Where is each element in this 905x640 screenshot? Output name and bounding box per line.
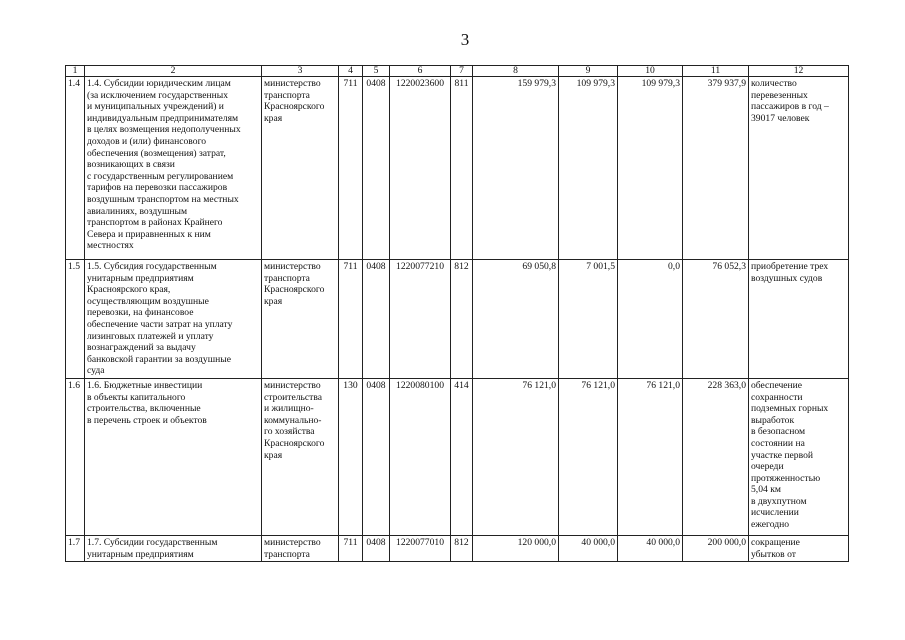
section-code: 0408: [363, 260, 390, 379]
measure-name: 1.4. Субсидии юридическим лицам (за исключением государственных и муниципальных учреждений) и индивидуальным предпринимателям в целях возмещения недополученных доходов и (или) финансового обеспечения (возмещения) затрат, возникающих в связи с государственным регулированием тарифов на перевозки пассажиров воздушным транспортом на местных авиалиниях, воздушным транспортом в районах Крайнего Севера и приравненных к ним местностях: [85, 77, 262, 260]
amount-year-2: 109 979,3: [559, 77, 618, 260]
responsible-ministry: министерство транспорта Красноярского края: [262, 77, 339, 260]
amount-year-3: 109 979,3: [618, 77, 683, 260]
table-row: [66, 535, 849, 561]
amount-year-3: 0,0: [618, 260, 683, 379]
header-cell: 11: [683, 66, 749, 77]
table-row: [66, 378, 849, 535]
expense-type-code: 812: [451, 260, 473, 379]
responsible-ministry: министерство строительства и жилищно- коммунально- го хозяйства Красноярского края: [262, 378, 339, 535]
amount-year-1: 159 979,3: [473, 77, 559, 260]
measure-name: 1.6. Бюджетные инвестиции в объекты капитального строительства, включенные в перечень строек и объектов: [85, 378, 262, 535]
target-code: 1220080100: [390, 378, 451, 535]
row-number: 1.7: [66, 535, 85, 561]
expected-result: приобретение трех воздушных судов: [749, 260, 849, 379]
expected-result: сокращение убытков от: [749, 535, 849, 561]
grbs-code: 711: [339, 77, 363, 260]
header-cell: 1: [66, 66, 85, 77]
amount-year-3: 40 000,0: [618, 535, 683, 561]
amount-year-1: 120 000,0: [473, 535, 559, 561]
header-cell: 2: [85, 66, 262, 77]
table-row: [66, 260, 849, 379]
amount-year-2: 76 121,0: [559, 378, 618, 535]
expense-type-code: 414: [451, 378, 473, 535]
amount-year-2: 7 001,5: [559, 260, 618, 379]
grbs-code: 711: [339, 535, 363, 561]
header-cell: 6: [390, 66, 451, 77]
responsible-ministry: министерство транспорта: [262, 535, 339, 561]
measure-name: 1.7. Субсидии государственным унитарным предприятиям: [85, 535, 262, 561]
amount-total: 379 937,9: [683, 77, 749, 260]
page-number: 3: [460, 30, 470, 49]
expected-result: обеспечение сохранности подземных горных выработок в безопасном состоянии на участке первой очереди протяженностью 5,04 км в двухпутном исчислении ежегодно: [749, 378, 849, 535]
row-number: 1.4: [66, 77, 85, 260]
row-number: 1.5: [66, 260, 85, 379]
responsible-ministry: министерство транспорта Красноярского края: [262, 260, 339, 379]
measure-name: 1.5. Субсидия государственным унитарным предприятиям Красноярского края, осуществляющим воздушные перевозки, на финансовое обеспечение части затрат на уплату лизинговых платежей и уплату вознаграждений за выдачу банковской гарантии за воздушные суда: [85, 260, 262, 379]
grbs-code: 711: [339, 260, 363, 379]
amount-total: 76 052,3: [683, 260, 749, 379]
table-header-row: [66, 66, 849, 77]
header-cell: 3: [262, 66, 339, 77]
expense-type-code: 811: [451, 77, 473, 260]
section-code: 0408: [363, 535, 390, 561]
target-code: 1220077210: [390, 260, 451, 379]
expense-type-code: 812: [451, 535, 473, 561]
amount-year-3: 76 121,0: [618, 378, 683, 535]
grbs-code: 130: [339, 378, 363, 535]
target-code: 1220077010: [390, 535, 451, 561]
expected-result: количество перевезенных пассажиров в год – 39017 человек: [749, 77, 849, 260]
header-cell: 5: [363, 66, 390, 77]
header-cell: 12: [749, 66, 849, 77]
header-cell: 4: [339, 66, 363, 77]
amount-year-1: 69 050,8: [473, 260, 559, 379]
target-code: 1220023600: [390, 77, 451, 260]
amount-year-1: 76 121,0: [473, 378, 559, 535]
amount-total: 200 000,0: [683, 535, 749, 561]
section-code: 0408: [363, 77, 390, 260]
header-cell: 7: [451, 66, 473, 77]
amount-year-2: 40 000,0: [559, 535, 618, 561]
table-row: [66, 77, 849, 260]
amount-total: 228 363,0: [683, 378, 749, 535]
program-table: [65, 65, 849, 562]
header-cell: 10: [618, 66, 683, 77]
header-cell: 8: [473, 66, 559, 77]
row-number: 1.6: [66, 378, 85, 535]
header-cell: 9: [559, 66, 618, 77]
section-code: 0408: [363, 378, 390, 535]
